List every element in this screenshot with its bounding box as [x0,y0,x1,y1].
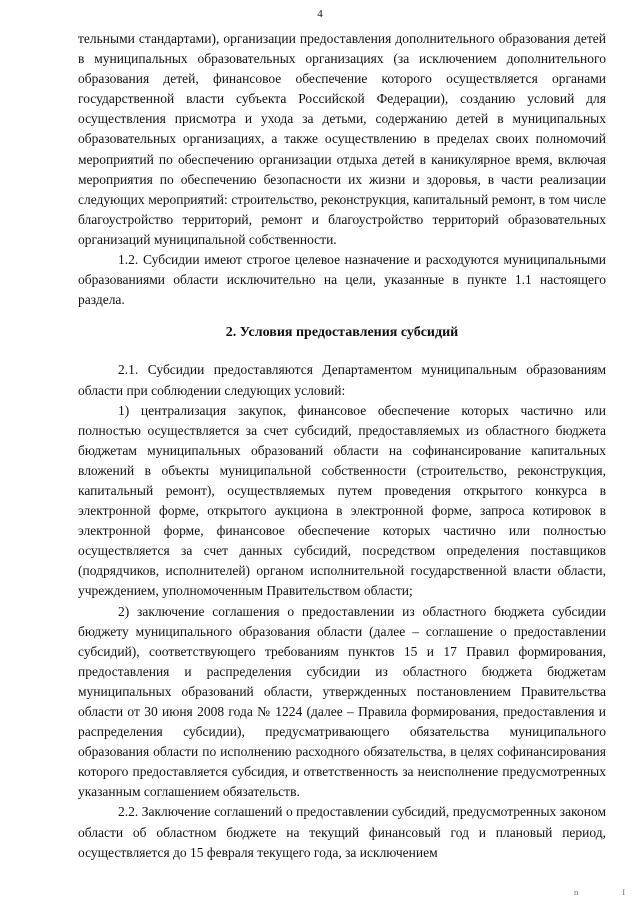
paragraph-2-1: 2.1. Субсидии предоставляются Департаментом муниципальным образованиям области при соблюдении следующих условий: [78,362,606,398]
page-number: 4 [317,8,323,20]
paragraph-1-2: 1.2. Субсидии имеют строгое целевое назначение и расходуются муниципальными образованиями области исключительно на цели, указанные в пункте 1.1 настоящего раздела. [78,252,606,308]
paragraph-2-2: 2.2. Заключение соглашений о предоставлении субсидий, предусмотренных законом области об областном бюджете на текущий финансовый год и плановый период, осуществляется до 15 февраля текущего года, за исключением [78,804,606,860]
footer-marks [534,888,626,897]
list-item-1: 1) централизация закупок, финансовое обеспечение которых частично или полностью осуществляется за счет субсидий, предоставляемых из областного бюджета бюджетам муниципальных образований области на софинансирование капитальных вложений в объекты муниципальной собственности (строительство, реконструкция, капитальный ремонт), осуществляемых путем проведения открытого конкурса в электронной форме, открытого аукциона в электронной форме, запроса котировок в электронной форме, финансовое обеспечение которых частично или полностью осуществляется за счет данных субсидий, посредством определения поставщиков (подрядчиков, исполнителей) органом исполнительной государственной власти области, учреждением, уполномоченным Правительством области; [78,402,606,599]
list-item-2: 2) заключение соглашения о предоставлении из областного бюджета субсидии бюджету муниципального образования области (далее – соглашение о предоставлении субсидий), соответствующего требованиям пунктов 15 и 17 Правил формирования, предоставления и распределения субсидии из областного бюджета бюджетам муниципальных образований области, утвержденных постановлением Правительства области от 30 июня 2008 года № 1224 (далее – Правила формирования, предоставления и распределения субсидии), предусматривающего обязательства муниципального образования области по исполнению расходного обязательства, в целях софинансирования которого предоставляется субсидия, и ответственность за неисполнение предусмотренных указанным соглашением обязательств. [78,603,606,800]
paragraph-continuation: тельными стандартами), организации предоставления дополнительного образования детей в муниципальных образовательных организациях (за исключением дополнительного образования детей, финансовое обеспечение которого осуществляется органами государственной власти субъекта Российской Федерации), созданию условий для осуществления присмотра и ухода за детьми, содержанию детей в муниципальных образовательных организациях, а также осуществлению в пределах своих полномочий мероприятий по обеспечению организации отдыха детей в каникулярное время, включая мероприятия по обеспечению безопасности их жизни и здоровья, в части реализации следующих мероприятий: строительство, реконструкция, капитальный ремонт, в том числе благоустройство территорий, ремонт и благоустройство территорий образовательных организаций муниципальной собственности. [78,31,606,247]
footer-mark: п [574,888,580,897]
section-heading: 2. Условия предоставления субсидий [225,325,459,341]
footer-mark: I [622,888,626,897]
document-body [78,29,606,863]
